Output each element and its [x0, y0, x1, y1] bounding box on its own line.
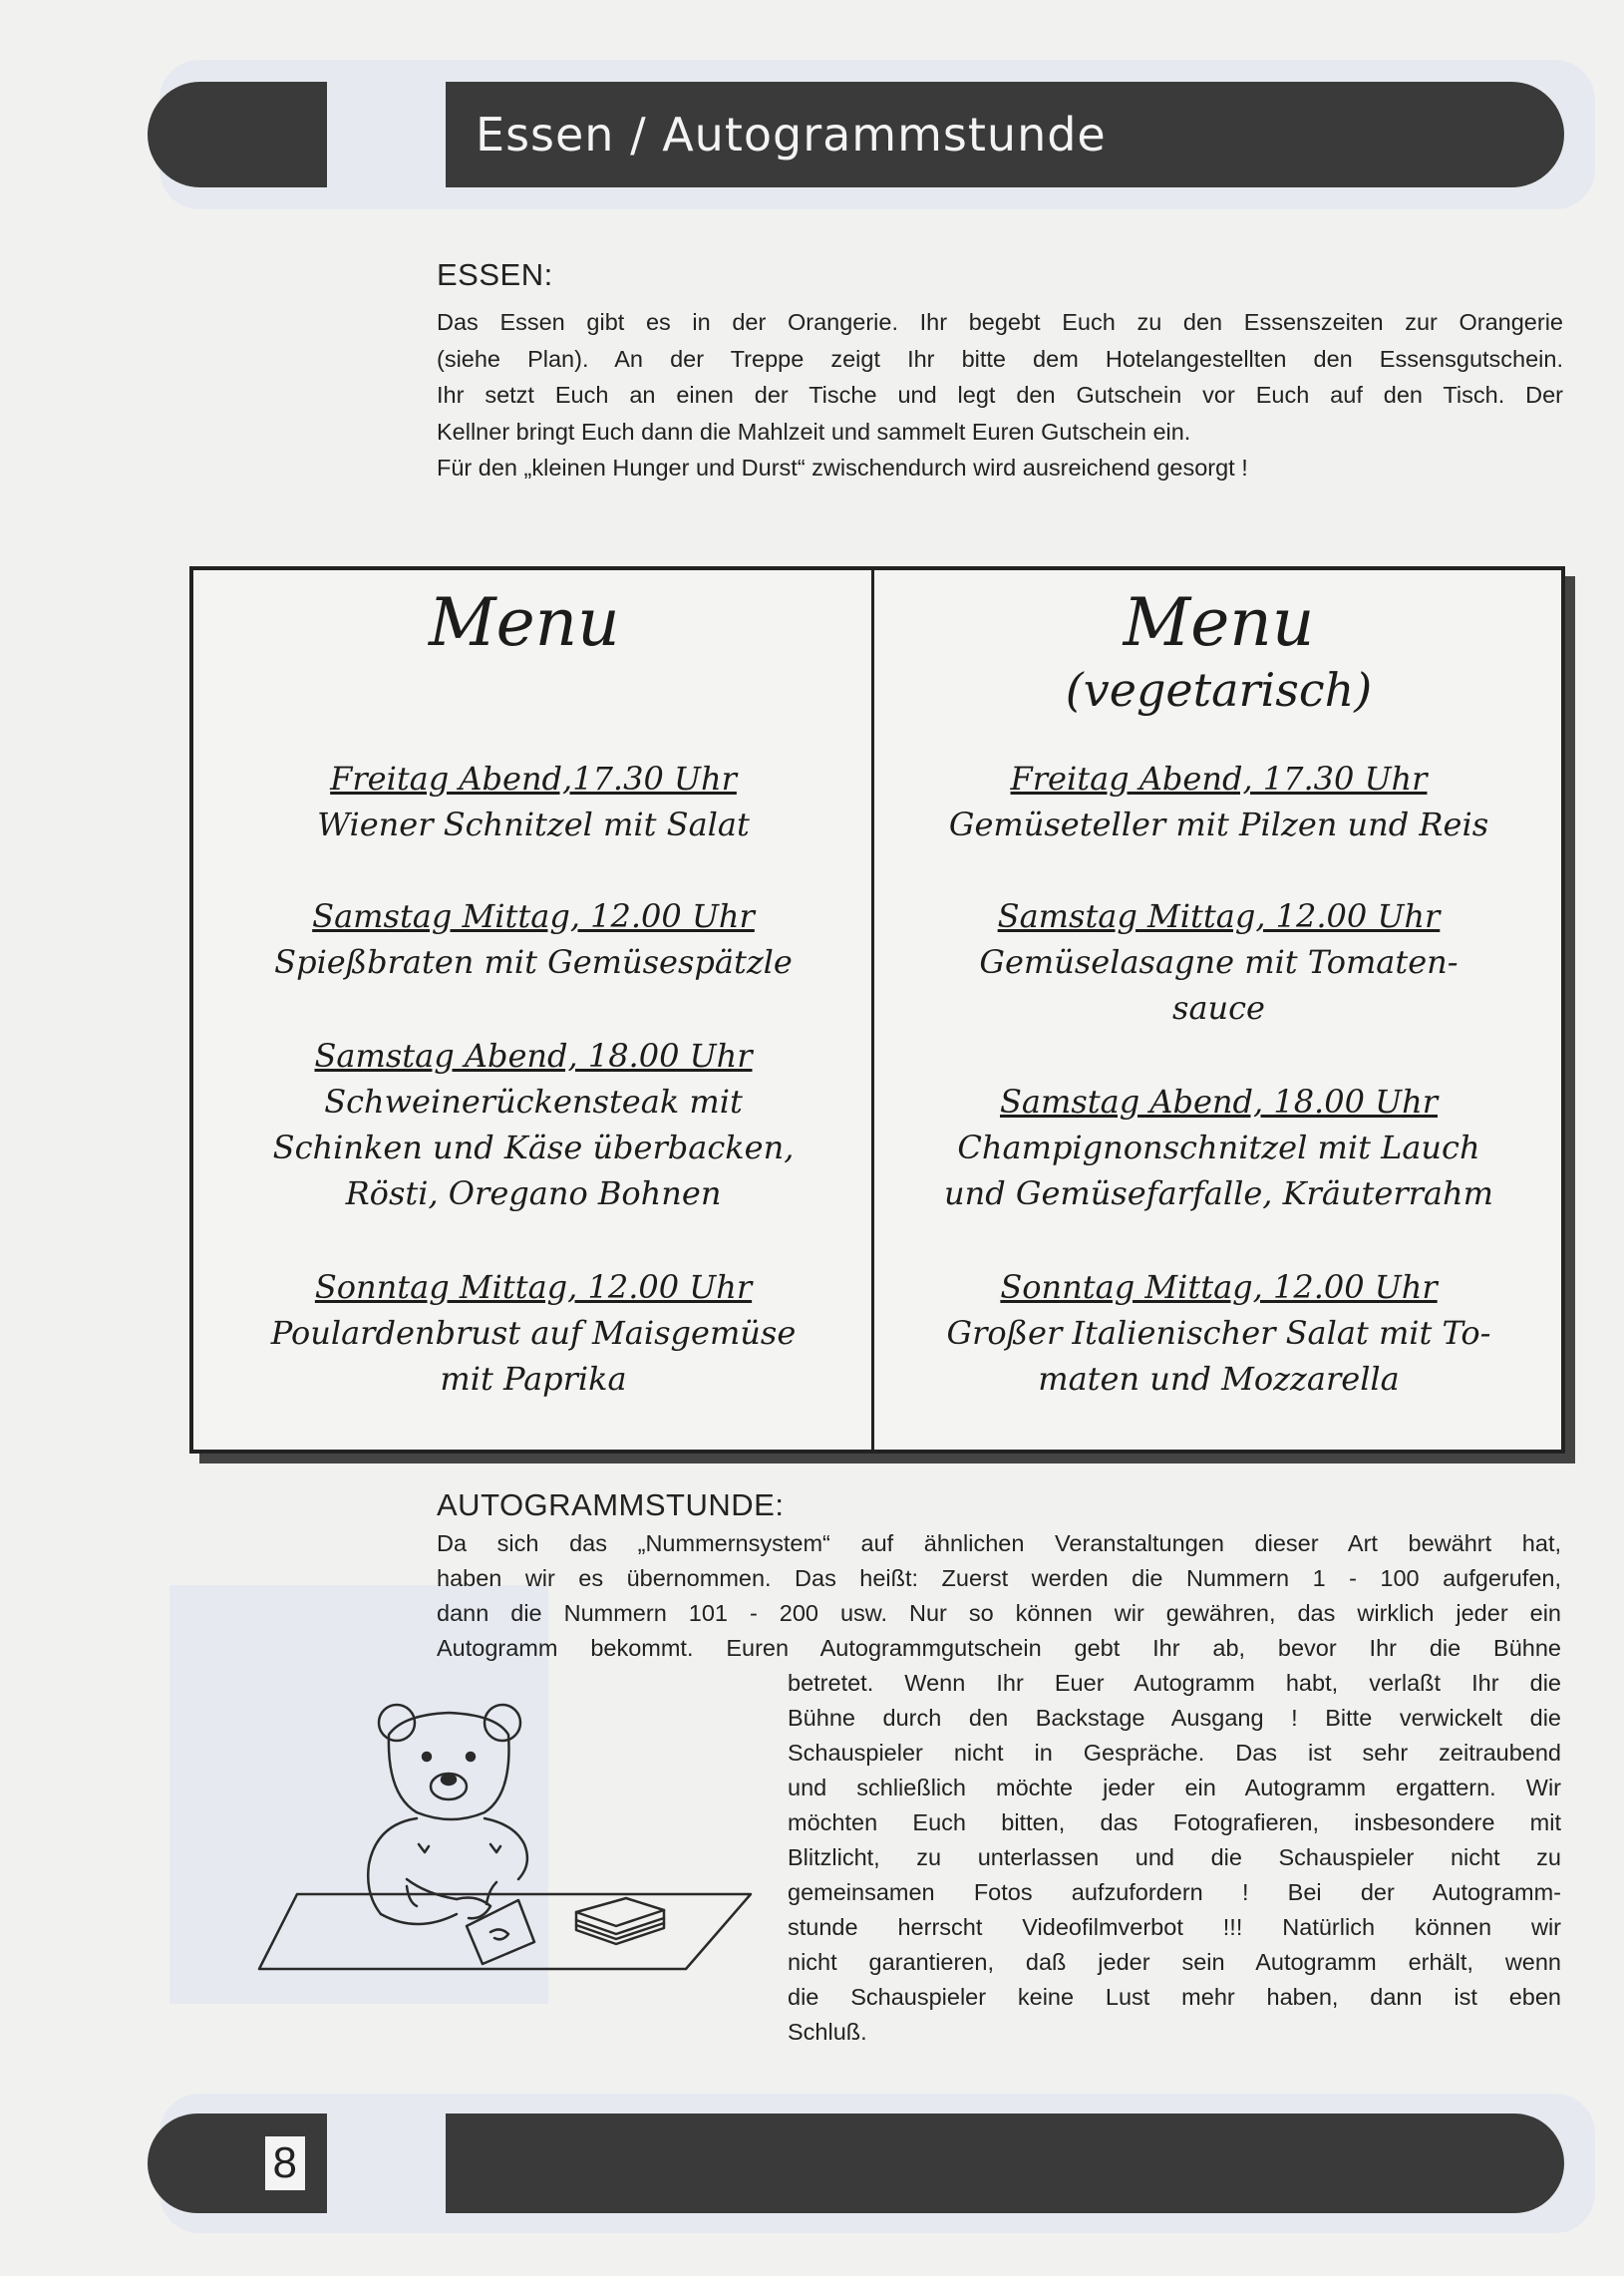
essen-line: (siehe Plan). An der Treppe zeigt Ihr bitte dem Hotelangestellten den Essensgutschein.: [437, 345, 1563, 372]
menu-dish: Schinken und Käse überbacken,: [272, 1129, 795, 1166]
menu-dish: Rösti, Oregano Bohnen: [345, 1174, 722, 1212]
essen-line: Für den „kleinen Hunger und Durst“ zwischendurch wird ausreichend gesorgt !: [437, 455, 1248, 481]
autogramm-line: Schluß.: [788, 2019, 867, 2045]
essen-heading: ESSEN:: [437, 257, 553, 292]
menu-day: Freitag Abend,17.30 Uhr: [330, 760, 737, 798]
menu-day: Samstag Abend, 18.00 Uhr: [314, 1037, 753, 1075]
menu-dish: Champignonschnitzel mit Lauch: [957, 1129, 1480, 1166]
menu-dish: Gemüseteller mit Pilzen und Reis: [948, 806, 1489, 843]
autogramm-paragraph-full: [437, 1526, 1561, 1666]
menu-divider: [871, 566, 874, 1454]
essen-line: Das Essen gibt es in der Orangerie. Ihr begebt Euch zu den Essenszeiten zur Orangerie: [437, 309, 1563, 335]
menu-standard: [209, 566, 857, 1454]
menu-dish: Spießbraten mit Gemüsespätzle: [274, 943, 793, 981]
essen-paragraph: [437, 304, 1563, 487]
bear-signing-illustration: [257, 1695, 776, 2024]
essen-line: Kellner bringt Euch dann die Mahlzeit und sammelt Euren Gutschein ein.: [437, 418, 1191, 445]
menu-vegetarian: [882, 566, 1555, 1454]
menu-dish: sauce: [1172, 989, 1265, 1027]
page-title: Essen / Autogrammstunde: [476, 108, 1107, 162]
autogramm-line: die Schauspieler keine Lust mehr haben, dann ist eben: [788, 1984, 1561, 2010]
header-bar: [446, 82, 1564, 187]
autogramm-line: stunde herrscht Videofilmverbot !!! Natürlich können wir: [788, 1914, 1561, 1940]
autogramm-line: Da sich das „Nummernsystem“ auf ähnlichen Veranstaltungen dieser Art bewährt hat,: [437, 1530, 1561, 1556]
menu-dish: Großer Italienischer Salat mit To-: [946, 1314, 1491, 1352]
menu-dish: und Gemüsefarfalle, Kräuterrahm: [944, 1174, 1493, 1212]
header-left-pill: [148, 82, 327, 187]
menu-dish: Wiener Schnitzel mit Salat: [317, 806, 750, 843]
autogramm-line: betretet. Wenn Ihr Euer Autogramm habt, verlaßt Ihr die: [788, 1670, 1561, 1696]
menu-day: Samstag Mittag, 12.00 Uhr: [997, 897, 1441, 935]
autogramm-line: gemeinsamen Fotos aufzufordern ! Bei der Autogramm-: [788, 1879, 1561, 1905]
menu-subtitle: (vegetarisch): [1065, 663, 1373, 717]
autogramm-line: Autogramm bekommt. Euren Autogrammgutschein gebt Ihr ab, bevor Ihr die Bühne: [437, 1635, 1561, 1661]
autogramm-line: und schließlich möchte jeder ein Autogramm ergattern. Wir: [788, 1775, 1561, 1800]
page-number-pill: [148, 2113, 327, 2213]
menu-dish: Poulardenbrust auf Maisgemüse: [270, 1314, 797, 1352]
autogramm-line: nicht garantieren, daß jeder sein Autogramm erhält, wenn: [788, 1949, 1561, 1975]
autogramm-heading: AUTOGRAMMSTUNDE:: [437, 1487, 785, 1522]
autogramm-line: haben wir es übernommen. Das heißt: Zuerst werden die Nummern 1 - 100 aufgerufen,: [437, 1565, 1561, 1591]
autogramm-line: dann die Nummern 101 - 200 usw. Nur so können wir gewähren, das wirklich jeder ein: [437, 1600, 1561, 1626]
menu-day: Freitag Abend, 17.30 Uhr: [1010, 760, 1428, 798]
menu-dish: mit Paprika: [440, 1360, 627, 1398]
menu-day: Sonntag Mittag, 12.00 Uhr: [1000, 1268, 1438, 1306]
footer-bar: [446, 2113, 1564, 2213]
autogramm-line: Bühne durch den Backstage Ausgang ! Bitte verwickelt die: [788, 1705, 1561, 1731]
autogramm-line: Schauspieler nicht in Gespräche. Das ist sehr zeitraubend: [788, 1740, 1561, 1766]
menu-day: Samstag Abend, 18.00 Uhr: [1000, 1083, 1438, 1121]
menu-dish: Schweinerückensteak mit: [324, 1083, 743, 1121]
menu-dish: Gemüselasagne mit Tomaten-: [979, 943, 1459, 981]
menu-title: Menu: [429, 584, 620, 661]
essen-line: Ihr setzt Euch an einen der Tische und legt den Gutschein vor Euch auf den Tisch. Der: [437, 382, 1563, 408]
menu-day: Sonntag Mittag, 12.00 Uhr: [314, 1268, 753, 1306]
autogramm-line: möchten Euch bitten, das Fotografieren, insbesondere mit: [788, 1809, 1561, 1835]
menu-title: Menu: [1123, 584, 1315, 661]
autogramm-line: Blitzlicht, zu unterlassen und die Schauspieler nicht zu: [788, 1844, 1561, 1870]
autogramm-paragraph-narrow: [788, 1666, 1561, 2050]
menu-day: Samstag Mittag, 12.00 Uhr: [312, 897, 755, 935]
page-number: 8: [265, 2136, 305, 2190]
menu-dish: maten und Mozzarella: [1038, 1360, 1400, 1398]
